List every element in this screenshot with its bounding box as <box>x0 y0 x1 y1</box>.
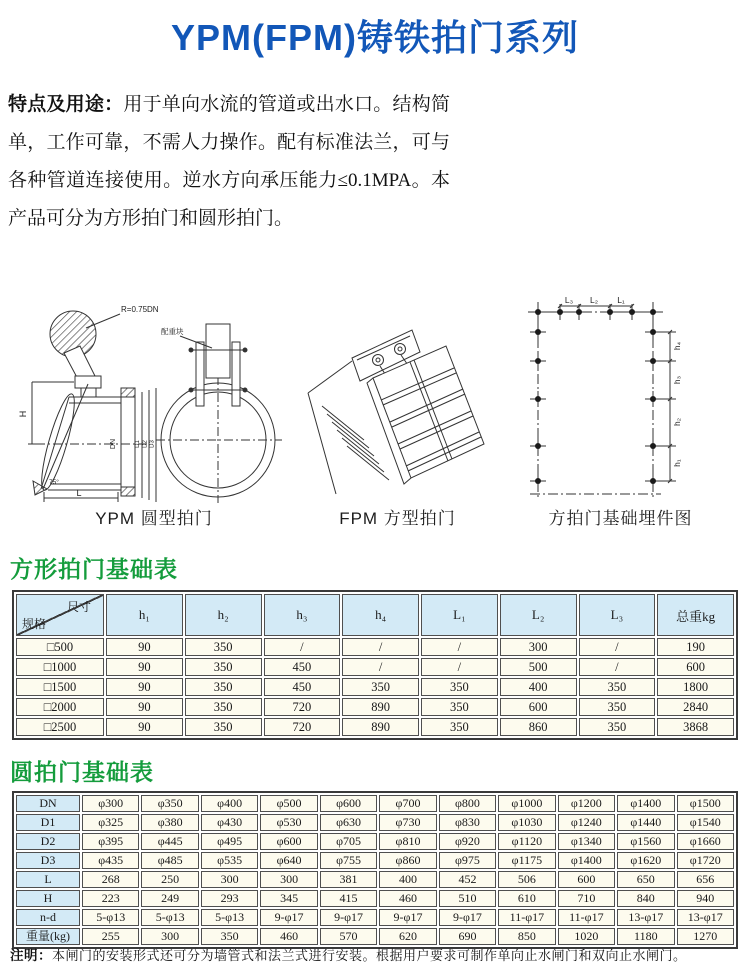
square-table-row <box>16 638 734 656</box>
footnote-text: 本闸门的安装形式还可分为墙管式和法兰式进行安装。根据用户要求可制作单向止水闸门和双向止水闸门。 <box>52 948 687 963</box>
value-cell: 300 <box>141 928 198 945</box>
dim-label-dn: DN <box>110 438 117 450</box>
value-cell: φ1240 <box>558 814 615 831</box>
value-cell: 600 <box>500 698 577 716</box>
value-cell: φ1175 <box>498 852 555 869</box>
value-cell: 450 <box>264 658 341 676</box>
value-cell: φ1200 <box>558 795 615 812</box>
value-cell: φ640 <box>260 852 317 869</box>
page-title: YPM(FPM)铸铁拍门系列 <box>171 17 579 58</box>
intro-paragraph <box>8 86 450 238</box>
value-cell: φ1620 <box>617 852 674 869</box>
value-cell: 13-φ17 <box>617 909 674 926</box>
square-table-header-row <box>16 594 734 636</box>
value-cell: 9-φ17 <box>320 909 377 926</box>
value-cell: φ830 <box>439 814 496 831</box>
value-cell: φ920 <box>439 833 496 850</box>
value-cell: φ1030 <box>498 814 555 831</box>
value-cell: 293 <box>201 890 258 907</box>
value-cell: φ755 <box>320 852 377 869</box>
value-cell: φ1400 <box>617 795 674 812</box>
figure-ypm-round-flap-valve <box>18 292 290 528</box>
square-table-header <box>16 594 734 636</box>
footnote <box>10 944 746 964</box>
round-table-row <box>16 852 734 869</box>
value-cell: 11-φ17 <box>498 909 555 926</box>
square-table-body <box>16 638 734 736</box>
value-cell: / <box>579 658 656 676</box>
value-cell: φ535 <box>201 852 258 869</box>
ypm-round-valve-drawing <box>18 292 290 504</box>
value-cell: φ630 <box>320 814 377 831</box>
value-cell: 890 <box>342 698 419 716</box>
square-flap-foundation-table <box>12 590 738 740</box>
value-cell: 300 <box>500 638 577 656</box>
round-flap-foundation-table <box>12 791 738 949</box>
value-cell: 190 <box>657 638 734 656</box>
value-cell: 850 <box>498 928 555 945</box>
spec-cell: □2000 <box>16 698 104 716</box>
value-cell: 710 <box>558 890 615 907</box>
diagonal-header-cell <box>16 594 104 636</box>
column-header: h₄ <box>342 594 419 636</box>
value-cell: / <box>421 638 498 656</box>
column-header: 总重kg <box>657 594 734 636</box>
figure-caption-ypm: YPM 圆型拍门 <box>95 509 213 528</box>
value-cell: 940 <box>677 890 734 907</box>
value-cell: φ1340 <box>558 833 615 850</box>
corner-label-size: 尺寸 <box>66 600 91 614</box>
value-cell: 1270 <box>677 928 734 945</box>
dim-label-l2: L₂ <box>589 295 599 305</box>
value-cell: 300 <box>201 871 258 888</box>
row-label-cell: DN <box>16 795 80 812</box>
value-cell: φ380 <box>141 814 198 831</box>
value-cell: 570 <box>320 928 377 945</box>
value-cell: φ485 <box>141 852 198 869</box>
value-cell: / <box>264 638 341 656</box>
value-cell: 90 <box>106 678 183 696</box>
value-cell: 90 <box>106 718 183 736</box>
round-table-row <box>16 890 734 907</box>
row-label-cell: n-d <box>16 909 80 926</box>
value-cell: 400 <box>379 871 436 888</box>
value-cell: 268 <box>82 871 139 888</box>
value-cell: 350 <box>185 638 262 656</box>
row-label-cell: 重量(kg) <box>16 928 80 945</box>
value-cell: 249 <box>141 890 198 907</box>
value-cell: φ1720 <box>677 852 734 869</box>
dim-label-d3: D3 <box>149 440 156 448</box>
value-cell: 720 <box>264 698 341 716</box>
figure-caption-foundation: 方拍门基础埋件图 <box>548 509 693 528</box>
value-cell: φ730 <box>379 814 436 831</box>
value-cell: φ975 <box>439 852 496 869</box>
value-cell: 860 <box>500 718 577 736</box>
value-cell: 890 <box>342 718 419 736</box>
value-cell: φ1500 <box>677 795 734 812</box>
row-label-cell: H <box>16 890 80 907</box>
spec-cell: □500 <box>16 638 104 656</box>
value-cell: 350 <box>185 678 262 696</box>
value-cell: 1180 <box>617 928 674 945</box>
square-table-row <box>16 698 734 716</box>
footnote-label: 注明： <box>10 948 52 963</box>
value-cell: 350 <box>201 928 258 945</box>
value-cell: 840 <box>617 890 674 907</box>
value-cell: 350 <box>421 698 498 716</box>
value-cell: 5-φ13 <box>141 909 198 926</box>
spec-cell: □2500 <box>16 718 104 736</box>
dim-label-h: H <box>18 410 28 418</box>
value-cell: 350 <box>185 718 262 736</box>
value-cell: φ495 <box>201 833 258 850</box>
row-label-cell: D1 <box>16 814 80 831</box>
value-cell: 452 <box>439 871 496 888</box>
square-table-row <box>16 678 734 696</box>
value-cell: φ1400 <box>558 852 615 869</box>
value-cell: 3868 <box>657 718 734 736</box>
value-cell: 600 <box>558 871 615 888</box>
value-cell: 345 <box>260 890 317 907</box>
value-cell: φ430 <box>201 814 258 831</box>
value-cell: φ810 <box>379 833 436 850</box>
figure-caption-fpm: FPM 方型拍门 <box>339 509 456 528</box>
value-cell: φ1120 <box>498 833 555 850</box>
dim-label-h4: h₄ <box>672 341 682 351</box>
value-cell: φ1540 <box>677 814 734 831</box>
value-cell: φ395 <box>82 833 139 850</box>
value-cell: φ435 <box>82 852 139 869</box>
value-cell: 500 <box>500 658 577 676</box>
value-cell: 650 <box>617 871 674 888</box>
square-table-row <box>16 718 734 736</box>
value-cell: 11-φ17 <box>558 909 615 926</box>
square-table-heading: 方形拍门基础表 <box>10 556 178 582</box>
value-cell: 460 <box>260 928 317 945</box>
round-table-body <box>16 795 734 945</box>
value-cell: 255 <box>82 928 139 945</box>
value-cell: 450 <box>264 678 341 696</box>
column-header: L₂ <box>500 594 577 636</box>
dim-label-d2: D2 <box>142 440 149 448</box>
value-cell: 610 <box>498 890 555 907</box>
value-cell: 656 <box>677 871 734 888</box>
dim-label-radius: R=0.75DN <box>121 305 159 314</box>
value-cell: φ600 <box>260 833 317 850</box>
row-label-cell: D3 <box>16 852 80 869</box>
dim-label-l3: L₃ <box>564 295 574 305</box>
value-cell: 90 <box>106 638 183 656</box>
value-cell: 460 <box>379 890 436 907</box>
value-cell: φ1660 <box>677 833 734 850</box>
round-table-row <box>16 909 734 926</box>
round-table-row <box>16 833 734 850</box>
dim-label-h2: h₂ <box>672 417 682 427</box>
row-label-cell: D2 <box>16 833 80 850</box>
value-cell: 350 <box>342 678 419 696</box>
round-table-row <box>16 871 734 888</box>
intro-text: 用于单向水流的管道或出水口。结构简单，工作可靠，不需人力操作。配有标准法兰，可与各种管道连接使用。逆水方向承压能力≤0.1MPA。本产品可分为方形拍门和圆形拍门。 <box>8 94 450 229</box>
value-cell: φ445 <box>141 833 198 850</box>
foundation-embedment-drawing <box>518 294 723 498</box>
value-cell: 9-φ17 <box>379 909 436 926</box>
value-cell: φ1000 <box>498 795 555 812</box>
value-cell: / <box>579 638 656 656</box>
technical-drawings <box>0 292 750 532</box>
value-cell: 1020 <box>558 928 615 945</box>
value-cell: φ600 <box>320 795 377 812</box>
value-cell: 250 <box>141 871 198 888</box>
counterweight-label: 配重块 <box>161 327 184 336</box>
column-header: L₃ <box>579 594 656 636</box>
dim-label-angle: 75° <box>49 479 59 486</box>
dim-label-h1: h₁ <box>672 459 682 467</box>
value-cell: 300 <box>260 871 317 888</box>
value-cell: 5-φ13 <box>82 909 139 926</box>
value-cell: 690 <box>439 928 496 945</box>
dim-label-l1: L₁ <box>617 295 625 305</box>
row-label-cell: L <box>16 871 80 888</box>
round-table-row <box>16 795 734 812</box>
value-cell: 510 <box>439 890 496 907</box>
value-cell: 13-φ17 <box>677 909 734 926</box>
value-cell: 381 <box>320 871 377 888</box>
value-cell: 350 <box>185 698 262 716</box>
square-table-row <box>16 658 734 676</box>
fpm-square-valve-drawing <box>300 298 495 503</box>
value-cell: 350 <box>421 718 498 736</box>
value-cell: φ1560 <box>617 833 674 850</box>
dim-label-h3: h₃ <box>672 375 682 385</box>
value-cell: 350 <box>185 658 262 676</box>
value-cell: φ500 <box>260 795 317 812</box>
value-cell: φ530 <box>260 814 317 831</box>
value-cell: φ325 <box>82 814 139 831</box>
value-cell: 9-φ17 <box>260 909 317 926</box>
value-cell: 5-φ13 <box>201 909 258 926</box>
value-cell: 620 <box>379 928 436 945</box>
spec-cell: □1500 <box>16 678 104 696</box>
value-cell: 9-φ17 <box>439 909 496 926</box>
value-cell: φ400 <box>201 795 258 812</box>
value-cell: / <box>342 658 419 676</box>
value-cell: φ860 <box>379 852 436 869</box>
value-cell: 1800 <box>657 678 734 696</box>
value-cell: 350 <box>579 678 656 696</box>
column-header: h₁ <box>106 594 183 636</box>
column-header: L₁ <box>421 594 498 636</box>
column-header: h₂ <box>185 594 262 636</box>
value-cell: 350 <box>579 718 656 736</box>
value-cell: φ705 <box>320 833 377 850</box>
value-cell: 90 <box>106 658 183 676</box>
value-cell: φ300 <box>82 795 139 812</box>
figure-foundation-embedment <box>518 294 723 526</box>
value-cell: 90 <box>106 698 183 716</box>
value-cell: 2840 <box>657 698 734 716</box>
value-cell: φ350 <box>141 795 198 812</box>
round-table-row <box>16 814 734 831</box>
round-table-heading: 圆拍门基础表 <box>10 759 154 785</box>
dim-label-l: L <box>76 488 82 498</box>
value-cell: 506 <box>498 871 555 888</box>
round-table-row <box>16 928 734 945</box>
value-cell: 415 <box>320 890 377 907</box>
value-cell: 350 <box>421 678 498 696</box>
value-cell: 400 <box>500 678 577 696</box>
value-cell: / <box>421 658 498 676</box>
value-cell: 350 <box>579 698 656 716</box>
value-cell: φ800 <box>439 795 496 812</box>
value-cell: 720 <box>264 718 341 736</box>
corner-label-spec: 规格 <box>22 617 47 631</box>
dim-label-d1: D1 <box>135 440 141 448</box>
value-cell: φ700 <box>379 795 436 812</box>
value-cell: / <box>342 638 419 656</box>
column-header: h₃ <box>264 594 341 636</box>
value-cell: 223 <box>82 890 139 907</box>
spec-cell: □1000 <box>16 658 104 676</box>
value-cell: φ1440 <box>617 814 674 831</box>
intro-label: 特点及用途： <box>8 94 124 115</box>
value-cell: 600 <box>657 658 734 676</box>
figure-fpm-square-flap-valve <box>300 298 495 528</box>
